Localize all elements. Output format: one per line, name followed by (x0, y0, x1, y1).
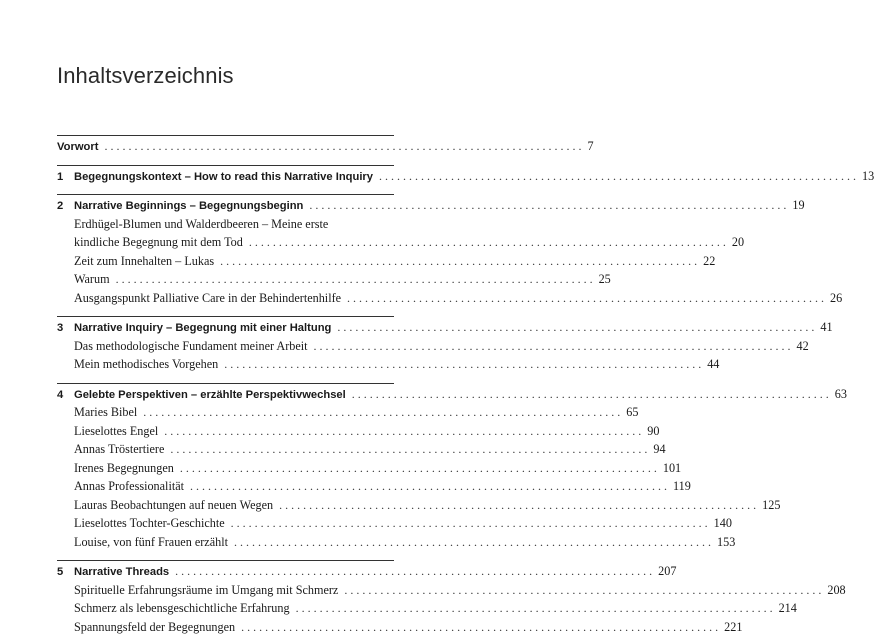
toc-entry-label: Annas Professionalität (74, 479, 185, 493)
dot-leader (352, 385, 829, 404)
toc-entry[interactable] (57, 270, 611, 289)
table-of-contents (57, 135, 874, 636)
toc-page-number: 13 (862, 168, 874, 183)
section-divider (57, 165, 394, 166)
dot-leader (104, 137, 581, 156)
toc-entry[interactable] (57, 533, 736, 552)
toc-entry[interactable] (57, 599, 797, 618)
toc-entry-vorwort[interactable] (57, 137, 594, 156)
toc-entry[interactable] (57, 289, 843, 308)
toc-entry-label: Narrative Threads (74, 566, 170, 578)
dot-leader (224, 355, 701, 374)
chapter-number: 4 (57, 388, 64, 401)
toc-entry-label: Narrative Inquiry – Begegnung mit einer Haltung (74, 322, 332, 334)
toc-entry-label: Warum (74, 272, 110, 286)
toc-entry-label: Gelebte Perspektiven – erzählte Perspektivwechsel (74, 388, 346, 401)
toc-page-number: 19 (792, 198, 805, 212)
dot-leader (347, 289, 824, 308)
dot-leader (279, 496, 756, 515)
toc-page-number: 125 (762, 497, 781, 512)
toc-entry[interactable] (57, 337, 809, 356)
dot-leader (175, 562, 652, 581)
dot-leader (296, 599, 773, 618)
toc-entry-label: Louise, von fünf Frauen erzählt (74, 534, 228, 549)
toc-page-number: 94 (653, 442, 666, 456)
toc-entry-label: Schmerz als lebensgeschichtliche Erfahrung (74, 601, 290, 615)
dot-leader (180, 459, 657, 478)
toc-entry-label: Erdhügel-Blumen und Walderdbeeren – Meine erste (74, 216, 329, 231)
toc-page-number: 119 (673, 479, 691, 493)
dot-leader (314, 337, 791, 356)
dot-leader (337, 318, 814, 337)
toc-page-number: 208 (827, 582, 846, 597)
toc-entry-label: Maries Bibel (74, 405, 138, 419)
toc-section-chapter-5 (57, 560, 846, 636)
toc-entry-label: Lieselottes Engel (74, 423, 159, 438)
toc-entry[interactable] (57, 514, 732, 533)
toc-page-number: 221 (724, 619, 743, 634)
toc-section-chapter-3 (57, 316, 833, 374)
dot-leader (116, 270, 593, 289)
chapter-number: 3 (57, 322, 64, 334)
toc-entry[interactable] (57, 496, 781, 515)
toc-page-number: 101 (662, 460, 682, 475)
toc-section-chapter-4 (57, 383, 847, 552)
toc-page-number: 44 (707, 357, 720, 371)
toc-entry-label: Zeit zum Innehalten – Lukas (74, 253, 215, 268)
dot-leader (220, 252, 697, 271)
section-divider (57, 194, 394, 195)
toc-entry[interactable] (57, 252, 716, 271)
dot-leader (190, 477, 667, 496)
page-title: Inhaltsverzeichnis (57, 63, 234, 88)
toc-page-number: 90 (647, 423, 660, 438)
toc-chapter-heading[interactable] (57, 385, 847, 404)
toc-page-number: 207 (658, 564, 677, 578)
toc-entry[interactable] (57, 581, 846, 600)
toc-entry-label: Ausgangspunkt Palliative Care in der Behindertenhilfe (74, 290, 342, 305)
toc-chapter-heading[interactable] (57, 562, 677, 581)
toc-section-vorwort (57, 135, 594, 156)
dot-leader (249, 233, 726, 252)
toc-entry-label: Irenes Begegnungen (74, 460, 174, 475)
section-divider (57, 316, 394, 317)
toc-entry-label: Vorwort (57, 141, 99, 153)
dot-leader (309, 196, 786, 215)
toc-section-chapter-1 (57, 165, 874, 186)
toc-chapter-heading[interactable] (57, 167, 874, 186)
chapter-number: 1 (57, 170, 64, 183)
toc-page-number: 42 (796, 338, 809, 353)
dot-leader (164, 422, 641, 441)
toc-entry-label: Spannungsfeld der Begegnungen (74, 619, 236, 634)
toc-entry[interactable] (57, 422, 660, 441)
toc-entry[interactable] (57, 618, 743, 637)
toc-chapter-heading[interactable] (57, 318, 833, 337)
dot-leader (234, 533, 711, 552)
toc-chapter-heading[interactable] (57, 196, 805, 215)
toc-page-number: 153 (717, 534, 736, 549)
toc-entry[interactable] (57, 233, 745, 252)
toc-entry-label: Das methodologische Fundament meiner Arbeit (74, 338, 308, 353)
toc-entry-label: kindliche Begegnung mit dem Tod (74, 235, 243, 249)
toc-entry-label: Mein methodisches Vorgehen (74, 357, 219, 371)
toc-page-number: 214 (778, 601, 797, 615)
dot-leader (241, 618, 718, 637)
toc-entry-label: Narrative Beginnings – Begegnungsbeginn (74, 200, 304, 212)
toc-page-number: 63 (834, 386, 847, 401)
toc-page-number: 7 (587, 139, 594, 153)
dot-leader (344, 581, 821, 600)
toc-page-number: 22 (703, 253, 716, 268)
toc-entry-label: Annas Tröstertiere (74, 442, 165, 456)
dot-leader (170, 440, 647, 459)
section-divider (57, 560, 394, 561)
section-divider (57, 135, 394, 136)
toc-page-number: 25 (598, 272, 611, 286)
dot-leader (379, 167, 856, 186)
toc-entry[interactable] (57, 477, 691, 496)
dot-leader (231, 514, 708, 533)
toc-entry[interactable] (57, 440, 666, 459)
toc-entry-label: Lauras Beobachtungen auf neuen Wegen (74, 497, 274, 512)
chapter-number: 5 (57, 566, 64, 578)
toc-entry-first-line[interactable] (57, 215, 394, 234)
toc-entry[interactable] (57, 355, 720, 374)
toc-page-number: 41 (820, 320, 833, 334)
section-divider (57, 383, 394, 384)
toc-page-number: 65 (626, 405, 639, 419)
toc-entry[interactable] (57, 403, 639, 422)
toc-page-number: 140 (713, 516, 732, 530)
toc-page-number: 26 (830, 290, 843, 305)
toc-section-chapter-2 (57, 194, 843, 307)
toc-entry-label: Begegnungskontext – How to read this Narrative Inquiry (74, 170, 374, 183)
chapter-number: 2 (57, 200, 64, 212)
toc-entry-label: Lieselottes Tochter-Geschichte (74, 516, 225, 530)
dot-leader (143, 403, 620, 422)
toc-entry[interactable] (57, 459, 682, 478)
toc-entry-label: Spirituelle Erfahrungsräume im Umgang mit Schmerz (74, 582, 339, 597)
toc-page-number: 20 (731, 235, 745, 249)
